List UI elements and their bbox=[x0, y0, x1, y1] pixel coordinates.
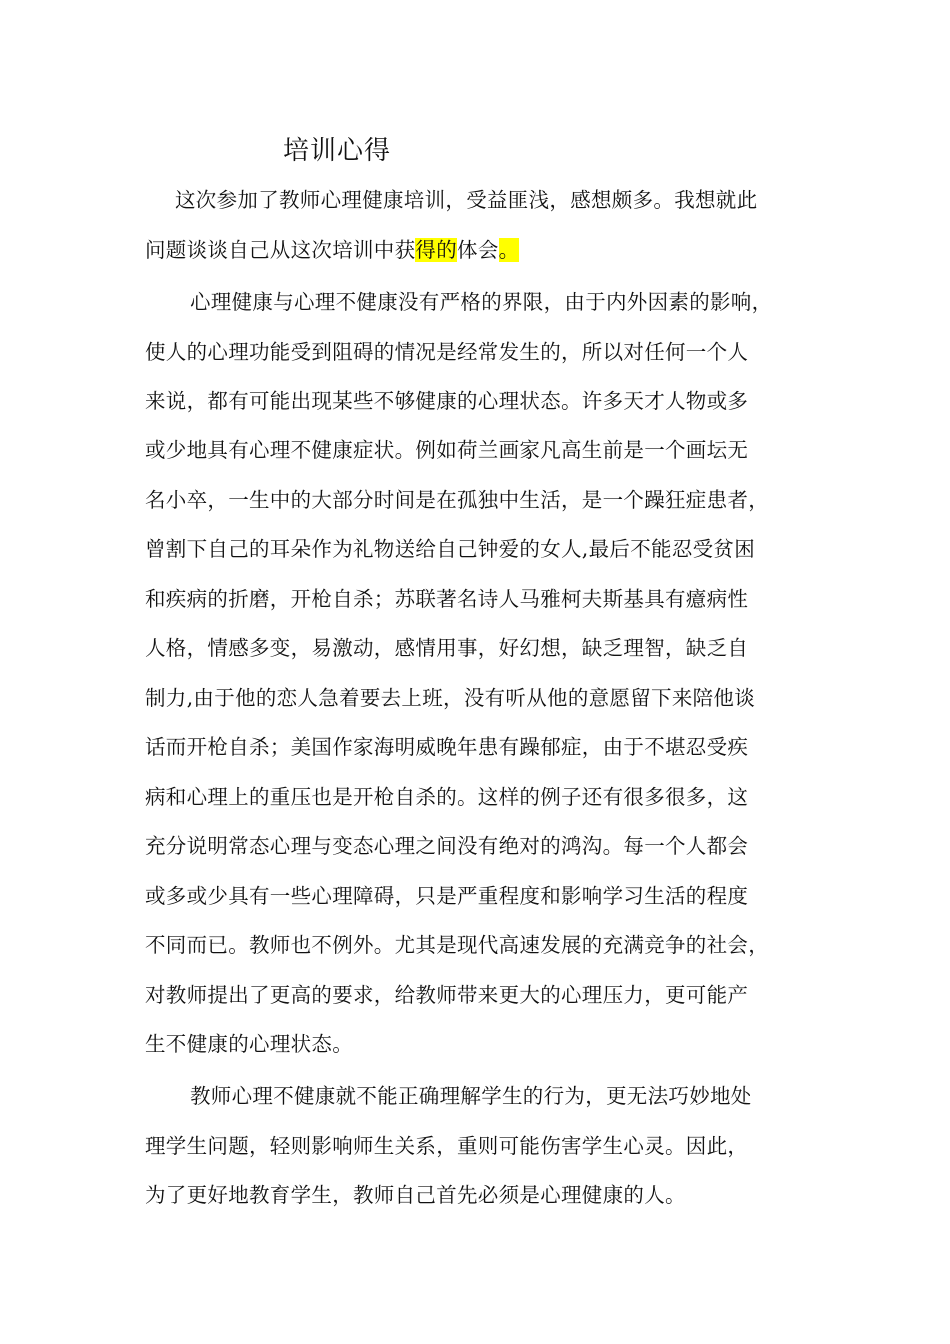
paragraph-2-line: 病和心理上的重压也是开枪自杀的。这样的例子还有很多很多，这 bbox=[145, 785, 749, 809]
paragraph-1-line-1: 这次参加了教师心理健康培训，受益匪浅，感想颇多。我想就此 bbox=[175, 188, 758, 212]
paragraph-2-line: 名小卒，一生中的大部分时间是在孤独中生活，是一个躁狂症患者， bbox=[145, 488, 769, 512]
highlighted-text: 。 bbox=[498, 238, 520, 262]
paragraph-2-line: 或多或少具有一些心理障碍，只是严重程度和影响学习生活的程度 bbox=[145, 884, 749, 908]
highlighted-text: 得的 bbox=[415, 238, 458, 262]
paragraph-2-line: 使人的心理功能受到阻碍的情况是经常发生的，所以对任何一个人 bbox=[145, 340, 749, 364]
paragraph-2-line: 人格，情感多变，易激动，感情用事，好幻想，缺乏理智，缺乏自 bbox=[145, 636, 749, 660]
paragraph-2-line: 曾割下自己的耳朵作为礼物送给自己钟爱的女人,最后不能忍受贫困 bbox=[145, 537, 756, 561]
paragraph-2-line: 心理健康与心理不健康没有严格的界限，由于内外因素的影响， bbox=[190, 290, 773, 314]
paragraph-2-line: 来说，都有可能出现某些不够健康的心理状态。许多天才人物或多 bbox=[145, 389, 749, 413]
paragraph-2-line: 和疾病的折磨，开枪自杀；苏联著名诗人马雅柯夫斯基具有癔病性 bbox=[145, 587, 749, 611]
paragraph-2-line: 或少地具有心理不健康症状。例如荷兰画家凡高生前是一个画坛无 bbox=[145, 438, 749, 462]
paragraph-2-line: 制力,由于他的恋人急着要去上班，没有听从他的意愿留下来陪他谈 bbox=[145, 686, 756, 710]
paragraph-3-line: 为了更好地教育学生，教师自己首先必须是心理健康的人。 bbox=[145, 1183, 686, 1207]
document-title: 培训心得 bbox=[283, 136, 392, 166]
paragraph-3-line: 理学生问题，轻则影响师生关系，重则可能伤害学生心灵。因此， bbox=[145, 1134, 749, 1158]
text-segment: 问题谈谈自己从这次培训中获 bbox=[145, 238, 416, 262]
paragraph-2-line: 生不健康的心理状态。 bbox=[145, 1032, 353, 1056]
paragraph-2-line: 不同而已。教师也不例外。尤其是现代高速发展的充满竞争的社会， bbox=[145, 933, 769, 957]
paragraph-2-line: 话而开枪自杀；美国作家海明威晚年患有躁郁症，由于不堪忍受疾 bbox=[145, 735, 749, 759]
paragraph-3-line: 教师心理不健康就不能正确理解学生的行为，更无法巧妙地处 bbox=[190, 1084, 752, 1108]
paragraph-1-line-2 bbox=[145, 235, 519, 265]
paragraph-2-line: 对教师提出了更高的要求，给教师带来更大的心理压力，更可能产 bbox=[145, 983, 749, 1007]
text-segment: 体会 bbox=[457, 238, 499, 262]
paragraph-2-line: 充分说明常态心理与变态心理之间没有绝对的鸿沟。每一个人都会 bbox=[145, 834, 749, 858]
